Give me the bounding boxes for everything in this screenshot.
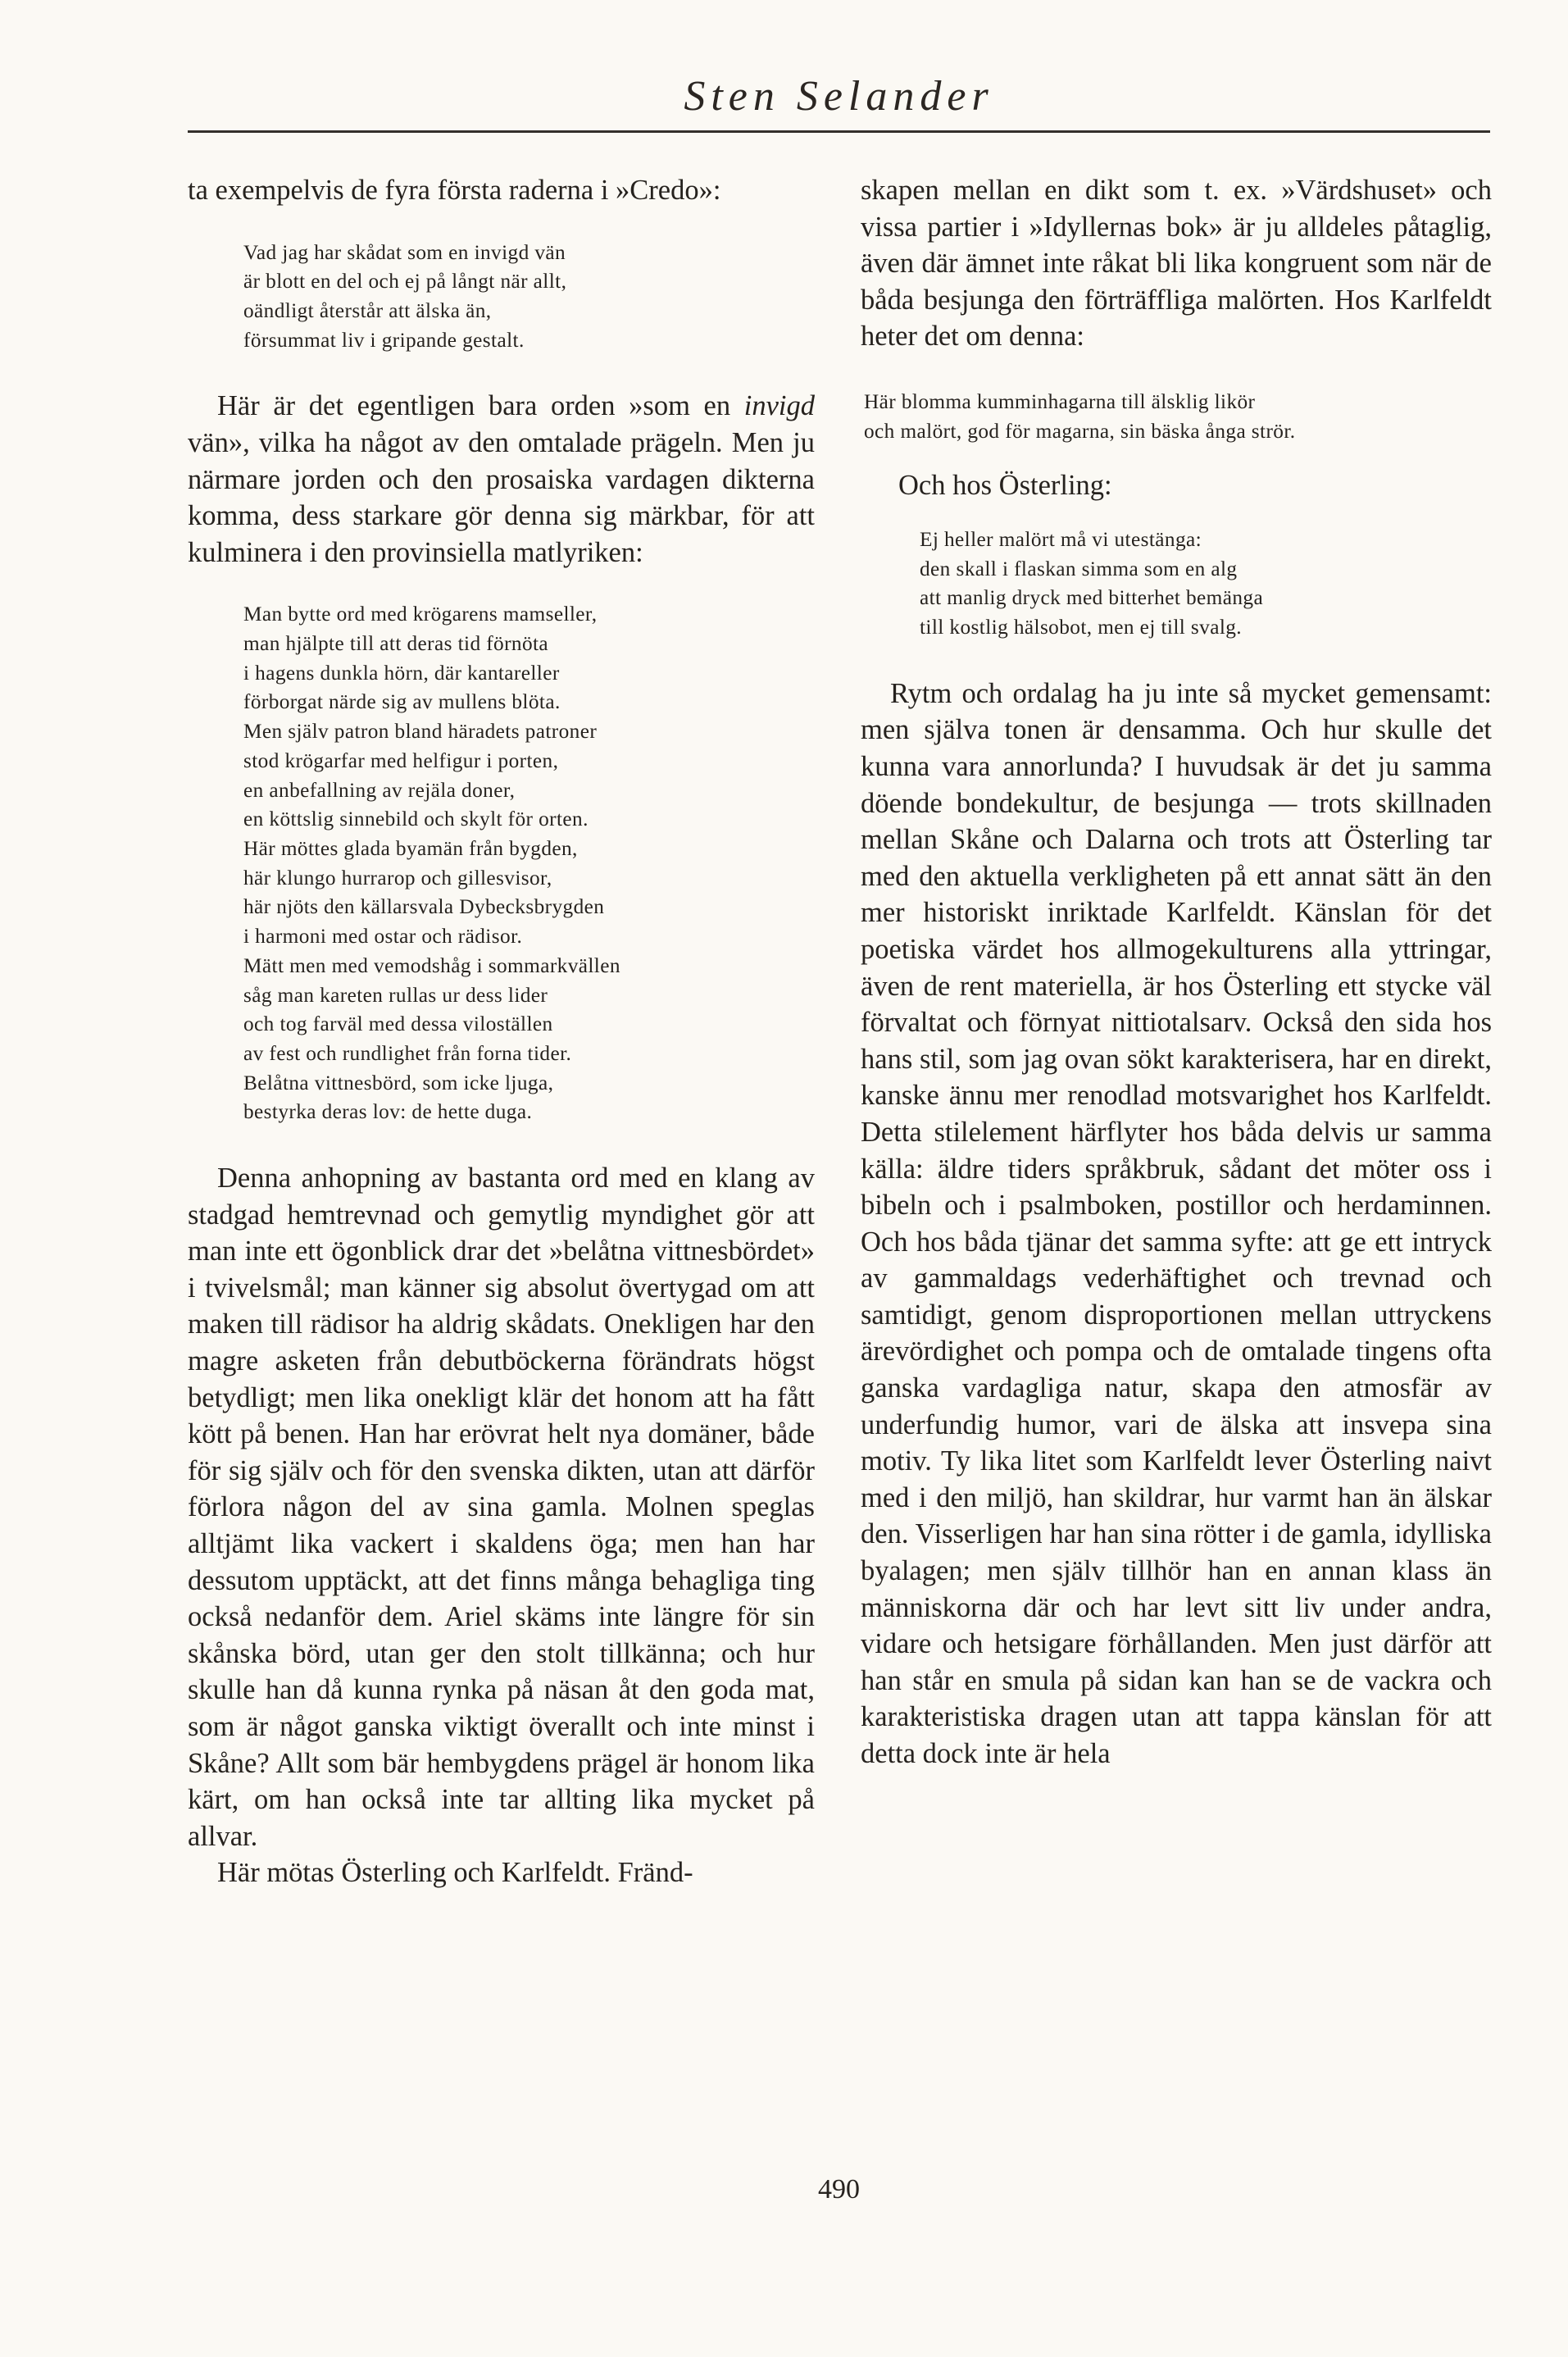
poem-line: Mätt men med vemodshåg i sommarkvällen: [243, 953, 620, 977]
running-header: Sten Selander: [684, 73, 994, 120]
spacer: [861, 355, 1492, 388]
poem-line: den skall i flaskan simma som en alg: [920, 557, 1238, 580]
poem-line: Här blomma kumminhagarna till älsklig likör: [864, 389, 1256, 413]
poem-line: Vad jag har skådat som en invigd vän: [243, 240, 566, 264]
spacer: [188, 1127, 815, 1160]
paragraph: Här mötas Österling och Karlfeldt. Fränd-: [217, 1857, 693, 1889]
paragraph: Denna anhopning av bastanta ord med en klang av stadgad hemtrevnad och gemytlig myndighet gör att man inte ett ögonblick drar det »belåtna vittnesbördet» i tvivelsmål; man känner sig absolut övertygad om att maken till rädisor ha aldrig skådats. Onekligen har den magre asketen från debutböckerna förändrats högst betydligt; men lika onekligt klär det honom att ha fått kött på benen. Han har erövrat helt nya domäner, både för sig själv och för den svenska dikten, utan att därför förlora någon del av sina gamla. Molnen speglas alltjämt lika vackert i skaldens öga; men han har dessutom upptäckt, att det finns många behagliga ting också nedanför dem. Ariel skäms inte längre för sin skånska börd, utan ger den stolt tillkänna; och hur skulle han då kunna rynka på näsan åt den goda mat, som är något ganska viktigt överallt och inte minst i Skåne? Allt som bär hembygdens prägel är honom lika kärt, om han också inte tar allting lika mycket på allvar.: [188, 1163, 815, 1852]
poem-line: förborgat närde sig av mullens blöta.: [243, 690, 561, 714]
poem-line: av fest och rundlighet från forna tider.: [243, 1041, 572, 1065]
poem-line: en köttslig sinnebild och skylt för orten.: [243, 808, 589, 831]
poem-line: är blott en del och ej på långt när allt,: [243, 270, 567, 293]
poem-karlfeldt: [861, 388, 1492, 446]
spacer: [861, 446, 1492, 467]
poem-line: och malört, god för magarna, sin bäska ånga strör.: [864, 419, 1296, 443]
poem-line: till kostlig hälsobot, men ej till svalg.: [920, 616, 1243, 639]
poem-line: stod krögarfar med helfigur i porten,: [243, 749, 559, 772]
right-column: [861, 172, 1492, 1772]
spacer: [188, 571, 815, 600]
header-rule: [188, 130, 1490, 133]
poem-credo: [188, 239, 815, 356]
paragraph: ta exempelvis de fyra första raderna i »Credo»:: [188, 175, 721, 206]
poem-line: Man bytte ord med krögarens mamseller,: [243, 603, 598, 626]
spacer: [861, 504, 1492, 526]
page-number: 490: [818, 2174, 860, 2205]
paragraph: Rytm och ordalag ha ju inte så mycket gemensamt: men själva tonen är densamma. Och hur skulle det kunna vara annorlunda? I huvudsak är det ju samma döende bondekultur, de besjunga — trots skillnaden mellan Skåne och Dalarna och trots att Österling tar med den aktuella verkligheten på ett annat sätt än den mer historiskt inriktade Karlfeldt. Känslan för det poetiska värdet hos allmogekulturens alla yttringar, även de rent materiella, är hos Österling ett stycke väl förvaltat och förnyat nittiotalsarv. Också den sida hos hans stil, som jag ovan sökt karakterisera, har en direkt, kanske ännu mer renodlad motsvarighet hos Karlfeldt. Detta stilelement härflyter hos båda delvis ur samma källa: äldre tiders språkbruk, sådant det möter oss i bibeln och i psalmboken, postillor och herdaminnen. Och hos båda tjänar det samma syfte: att ge ett intryck av gammaldags vederhäftighet och trevnad och samtidigt, genom disproportionen mellan uttryckens ärevördighet och pompa och de omtalade tingens ofta ganska vardagliga natur, skapa den atmosfär av underfundig humor, vari de älska att insvepa sina motiv. Ty lika litet som Karlfeldt lever Österling naivt med i den miljö, han skildrar, hur varmt han än älskar den. Visserligen har han sina rötter i de gamla, idylliska byalagen; men själv tillhör han en annan klass än människorna där och har levt sitt liv under andra, vidare och hetsigare förhållanden. Men just därför att han står en smula på sidan kan han se de vackra och karakteristiska dragen utan att tappa känslan för att detta dock inte är hela: [861, 677, 1492, 1769]
poem-line: att manlig dryck med bitterhet bemänga: [920, 586, 1264, 610]
left-column: [188, 172, 815, 1891]
paragraph: skapen mellan en dikt som t. ex. »Värdshuset» och vissa partier i »Idyllernas bok» är ju alldeles påtaglig, även där ämnet inte råkat bli lika kongruent som när de båda besjunga den förträffliga malörten. Hos Karlfeldt heter det om denna:: [861, 175, 1492, 353]
poem-line: och tog farväl med dessa viloställen: [243, 1012, 553, 1036]
spacer: [188, 355, 815, 388]
spacer: [861, 643, 1492, 676]
poem-line: Ej heller malört må vi utestänga:: [920, 527, 1202, 551]
poem-matlyrik: [188, 600, 815, 1127]
poem-line: i hagens dunkla hörn, där kantareller: [243, 661, 560, 685]
poem-line: Här möttes glada byamän från bygden,: [243, 837, 578, 860]
poem-line: i harmoni med ostar och rädisor.: [243, 925, 523, 949]
poem-line: man hjälpte till att deras tid förnöta: [243, 632, 549, 656]
poem-line: bestyrka deras lov: de hette duga.: [243, 1100, 533, 1124]
poem-line: Belåtna vittnesbörd, som icke ljuga,: [243, 1071, 554, 1094]
poem-osterling: [861, 526, 1492, 643]
text-run: Här är det egentligen bara orden »som en: [217, 390, 744, 422]
poem-line: oändligt återstår att älska än,: [243, 299, 492, 322]
poem-line: här klungo hurrarop och gillesvisor,: [243, 866, 552, 890]
poem-line: här njöts den källarsvala Dybecksbrygden: [243, 895, 605, 919]
spacer: [188, 209, 815, 239]
poem-line: Men själv patron bland häradets patroner: [243, 720, 598, 744]
poem-line: en anbefallning av rejäla doner,: [243, 778, 516, 802]
text-run: vän», vilka ha något av den omtalade prägeln. Men ju närmare jorden och den prosaiska vardagen dikterna komma, dess starkare gör denna sig märkbar, för att kulminera i den provinsiella matlyriken:: [188, 427, 815, 568]
poem-line: försummat liv i gripande gestalt.: [243, 328, 525, 352]
paragraph: [188, 388, 815, 571]
poem-line: såg man kareten rullas ur dess lider: [243, 983, 548, 1007]
emphasis: invigd: [743, 390, 815, 422]
paragraph: Och hos Österling:: [898, 470, 1112, 502]
